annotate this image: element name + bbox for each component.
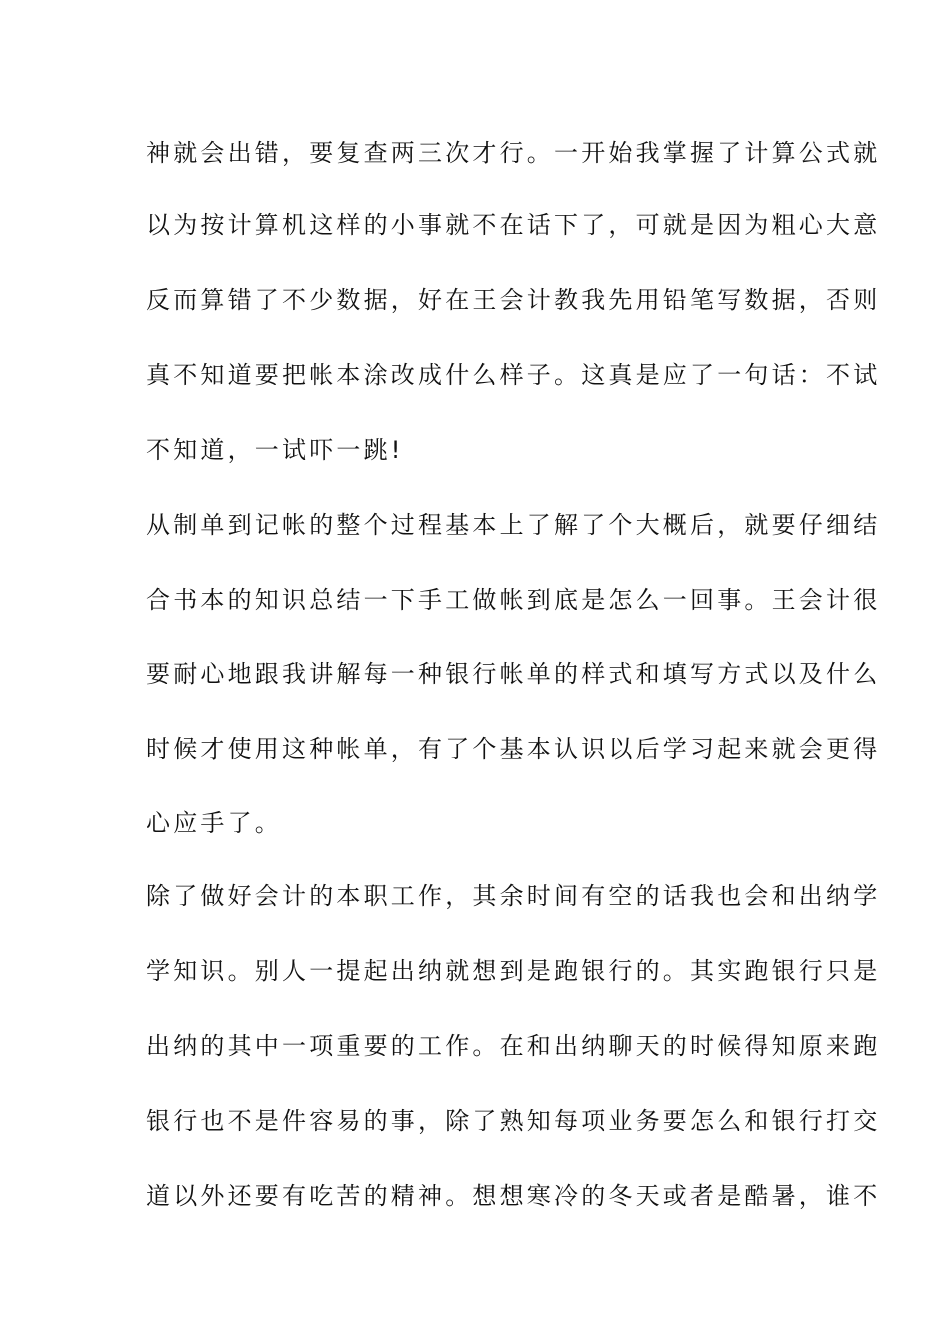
- text-line: 神就会出错，要复查两三次才行。一开始我掌握了计算公式就: [146, 139, 881, 167]
- text-line: 时候才使用这种帐单，有了个基本认识以后学习起来就会更得: [146, 735, 881, 763]
- text-line: 除了做好会计的本职工作，其余时间有空的话我也会和出纳学: [146, 882, 881, 910]
- text-line: 要耐心地跟我讲解每一种银行帐单的样式和填写方式以及什么: [146, 660, 881, 688]
- text-line: 合书本的知识总结一下手工做帐到底是怎么一回事。王会计很: [146, 586, 881, 614]
- text-line: 心应手了。: [146, 809, 282, 837]
- text-line: 道以外还要有吃苦的精神。想想寒冷的冬天或者是酷暑，谁不: [146, 1182, 881, 1210]
- text-line: 反而算错了不少数据，好在王会计教我先用铅笔写数据，否则: [146, 286, 881, 314]
- text-line: 从制单到记帐的整个过程基本上了解了个大概后，就要仔细结: [146, 511, 881, 539]
- text-line: 以为按计算机这样的小事就不在话下了，可就是因为粗心大意: [146, 211, 881, 239]
- text-line: 不知道，一试吓一跳!: [146, 436, 404, 464]
- text-line: 银行也不是件容易的事，除了熟知每项业务要怎么和银行打交: [146, 1107, 881, 1135]
- text-line: 学知识。别人一提起出纳就想到是跑银行的。其实跑银行只是: [146, 957, 881, 985]
- text-line: 真不知道要把帐本涂改成什么样子。这真是应了一句话：不试: [146, 361, 881, 389]
- text-line: 出纳的其中一项重要的工作。在和出纳聊天的时候得知原来跑: [146, 1032, 881, 1060]
